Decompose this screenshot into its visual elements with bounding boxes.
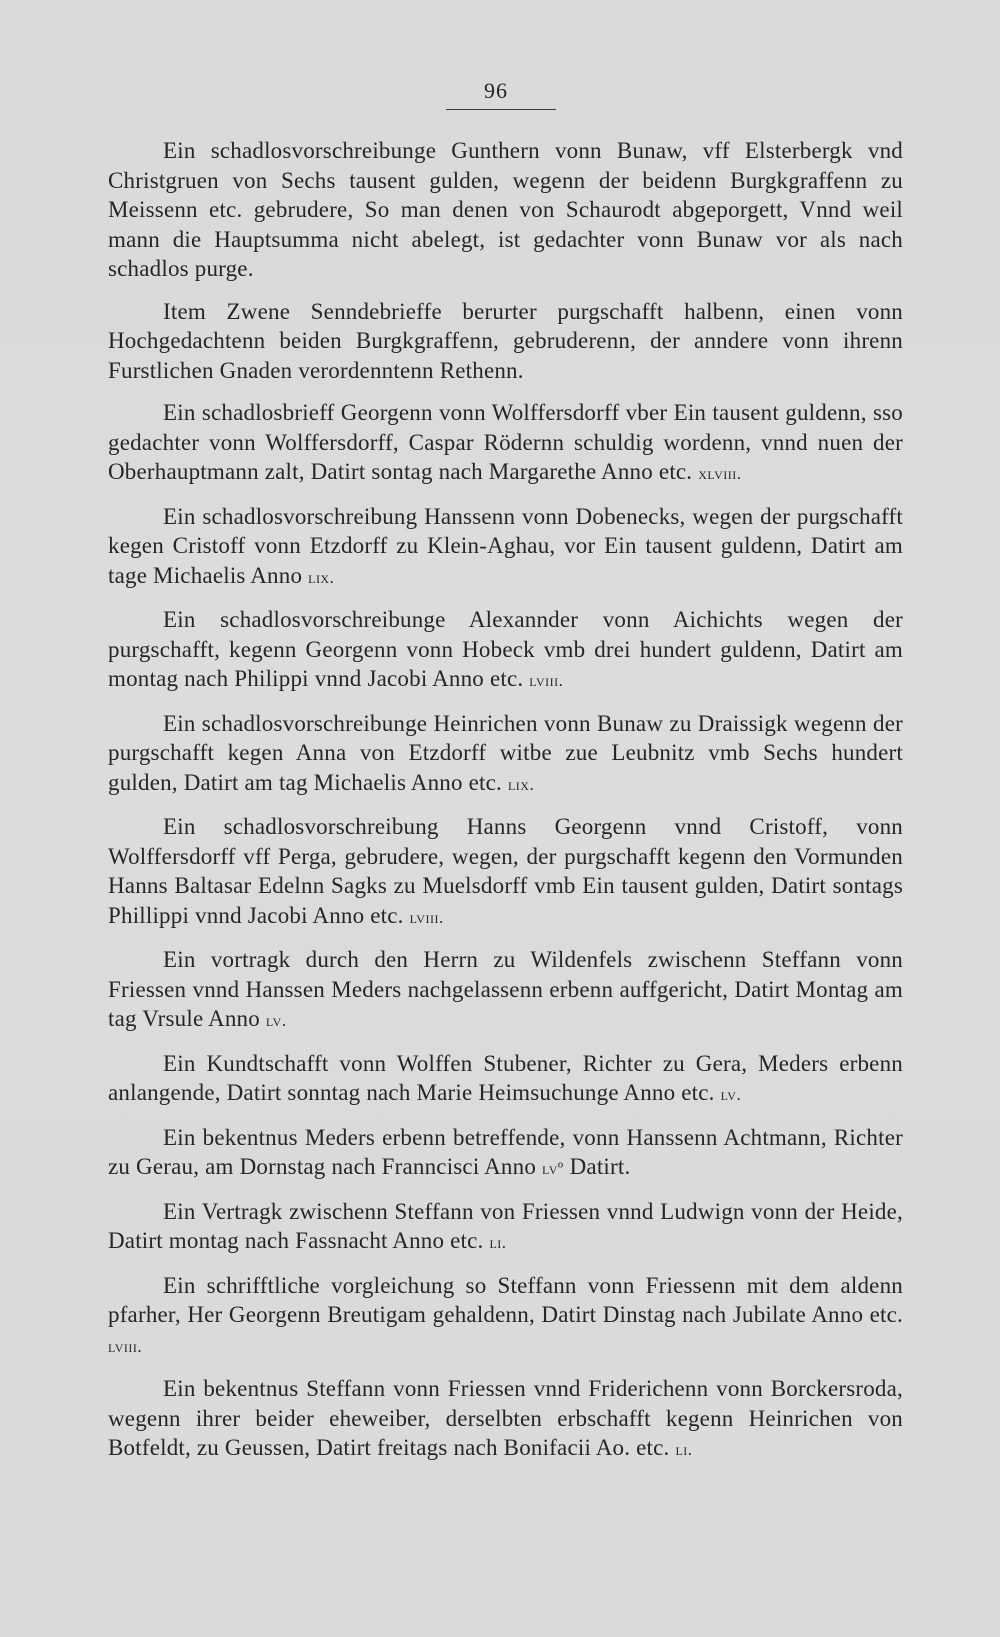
entry-text: Ein Vertragk zwischenn Steffann von Friessen vnnd Ludwign vonn der Heide, Datirt montag nach Fassnacht Anno etc. bbox=[108, 1198, 903, 1253]
entry-12 bbox=[108, 1271, 903, 1362]
entry-4 bbox=[108, 502, 903, 593]
entry-text: Ein vortragk durch den Herrn zu Wildenfels zwischenn Steffann vonn Friessen vnnd Hanssen Meders nachgelassenn erbenn auffgericht, Datirt Montag am tag Vrsule Anno bbox=[108, 947, 903, 1031]
entry-9 bbox=[108, 1049, 903, 1110]
entry-date: li. bbox=[675, 1440, 693, 1459]
entry-date: lix. bbox=[308, 567, 335, 587]
entry-text: Ein schadlosbrieff Georgenn vonn Wolffersdorff vber Ein tausent guldenn, sso gedachter vonn Wolffersdorff, Caspar Rödernn schuldig wordenn, vnnd nuen der Oberhauptmann zalt, Datirt sontag nach Margarethe Anno etc. bbox=[108, 400, 903, 484]
header-rule bbox=[446, 109, 556, 110]
entry-text: Ein schadlosvorschreibung Hanssenn vonn Dobenecks, wegen der purgschafft kegen Cristoff vonn Etzdorff zu Klein-Aghau, vor Ein tausent guldenn, Datirt am tage Michaelis Anno bbox=[108, 503, 903, 588]
entry-3 bbox=[108, 398, 903, 489]
entry-11 bbox=[108, 1197, 903, 1258]
entry-text: Ein schadlosvorschreibung Hanns Georgenn vnnd Cristoff, vonn Wolffersdorff vff Perga, gebrudere, wegen, der purgschafft kegenn den Vormunden Hanns Baltasar Edelnn Sagks zu Muelsdorff vmb Ein tausent gulden, Datirt sontags Phillippi vnnd Jacobi Anno etc. bbox=[108, 814, 903, 928]
entry-date: lvº bbox=[541, 1159, 564, 1178]
page-header bbox=[0, 78, 1000, 104]
entry-date: lv. bbox=[720, 1085, 742, 1104]
entry-5 bbox=[108, 605, 903, 696]
entry-text: Ein bekentnus Steffann vonn Friessen vnnd Friderichenn vonn Borckersroda, wegenn ihrer beider eheweiber, derselbten erbschafft kegenn Heinrichen von Botfeldt, zu Geussen, Datirt freitags nach Bonifacii Ao. etc. bbox=[108, 1376, 903, 1460]
entry-date: lix. bbox=[507, 774, 535, 794]
page-number: 96 bbox=[484, 78, 508, 103]
entry-8 bbox=[108, 945, 903, 1036]
entry-text: Item Zwene Senndebrieffe berurter purgschafft halbenn, einen vonn Hochgedachtenn beiden Burgkgraffenn, gebruderenn, der anndere vonn ihrenn Furstlichen Gnaden verordenntenn Rethenn. bbox=[108, 298, 903, 383]
entry-text: Ein schadlosvorschreibunge Heinrichen vonn Bunaw zu Draissigk wegenn der purgschafft kegen Anna von Etzdorff witbe zue Leubnitz vmb Sechs hundert gulden, Datirt am tag Michaelis Anno etc. bbox=[108, 710, 903, 795]
entry-6 bbox=[108, 709, 903, 800]
entry-date: lv. bbox=[265, 1011, 287, 1030]
entry-1 bbox=[108, 136, 903, 284]
entries-list bbox=[108, 136, 903, 1478]
entry-7 bbox=[108, 812, 903, 932]
entry-date: lviii. bbox=[409, 907, 444, 927]
entry-2 bbox=[108, 297, 903, 386]
entry-text: Ein schadlosvorschreibunge Gunthern vonn Bunaw, vff Elsterbergk vnd Christgruen von Sechs tausent gulden, wegenn der beidenn Burgkgraffenn zu Meissenn etc. gebrudere, So man denen von Schaurodt abgeporgett, Vnnd weil mann die Hauptsumma nicht abelegt, ist gedachter vonn Bunaw vor als nach schadlos purge. bbox=[108, 138, 903, 281]
entry-date: lviii. bbox=[529, 671, 564, 690]
entry-text: Ein schrifftliche vorgleichung so Steffann vonn Friessenn mit dem aldenn pfarher, Her Georgenn Breutigam gehaldenn, Datirt Dinstag nach Jubilate Anno etc. bbox=[108, 1272, 903, 1327]
entry-text: Ein Kundtschafft vonn Wolffen Stubener, Richter zu Gera, Meders erbenn anlangende, Datirt sonntag nach Marie Heimsuchunge Anno etc. bbox=[108, 1050, 903, 1105]
entry-text-after: Datirt. bbox=[563, 1154, 631, 1179]
entry-10 bbox=[108, 1123, 903, 1184]
entry-text: Ein schadlosvorschreibunge Alexannder vonn Aichichts wegen der purgschafft, kegenn Georgenn vonn Hobeck vmb drei hundert guldenn, Datirt am montag nach Philippi vnnd Jacobi Anno etc. bbox=[108, 607, 903, 691]
entry-text: Ein bekentnus Meders erbenn betreffende, vonn Hanssenn Achtmann, Richter zu Gerau, am Dornstag nach Franncisci Anno bbox=[108, 1124, 903, 1179]
entry-date: li. bbox=[489, 1233, 507, 1252]
entry-date: lviii. bbox=[108, 1336, 143, 1356]
entry-13 bbox=[108, 1374, 903, 1465]
entry-date: xlviii. bbox=[698, 464, 742, 483]
